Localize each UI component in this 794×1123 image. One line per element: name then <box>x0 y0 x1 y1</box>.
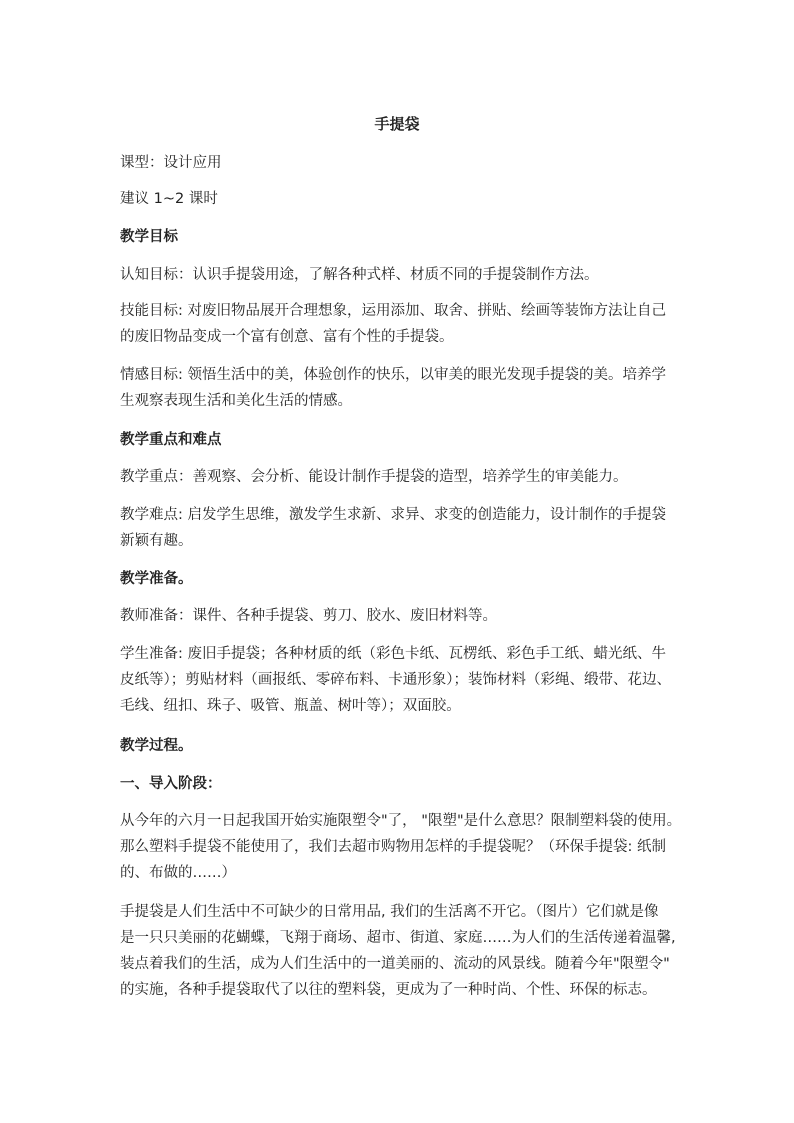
student-prep-line: 学生准备: 废旧手提袋；各种材质的纸（彩色卡纸、瓦楞纸、彩色手工纸、蜡光纸、牛 <box>120 646 666 662</box>
document-title: 手提袋 <box>374 115 420 133</box>
teacher-prep: 教师准备：课件、各种手提袋、剪刀、胶水、废旧材料等。 <box>120 608 497 624</box>
skill-goal-line: 的废旧物品变成一个富有创意、富有个性的手提袋。 <box>120 329 454 345</box>
emotion-goal-line: 生观察表现生活和美化生活的情感。 <box>120 393 352 409</box>
stage1-heading: 一、导入阶段： <box>120 776 222 792</box>
key-point: 教学重点：善观察、会分析、能设计制作手提袋的造型，培养学生的审美能力。 <box>120 469 628 485</box>
intro-paragraph-2 <box>120 899 680 1003</box>
intro-paragraph-1-line: 从今年的六月一日起我国开始实施限塑令"了， "限塑"是什么意思？限制塑料袋的使用。 <box>120 813 682 829</box>
key-points-heading: 教学重点和难点 <box>120 432 222 448</box>
emotion-goal-line: 情感目标: 领悟生活中的美，体验创作的快乐，以审美的眼光发现手提袋的美。培养学 <box>120 367 666 383</box>
intro-paragraph-2-line: 是一只只美丽的花蝴蝶，飞翔于商场、超市、街道、家庭……为人们的生活传递着温馨, <box>120 930 676 946</box>
student-prep-line: 皮纸等）；剪贴材料（画报纸、零碎布料、卡通形象）；装饰材料（彩绳、缎带、花边、 <box>120 672 671 688</box>
hours-line: 建议 1~2 课时 <box>120 191 218 207</box>
emotion-goal <box>120 362 680 414</box>
course-type-line: 课型：设计应用 <box>120 155 222 171</box>
intro-paragraph-2-line: 装点着我们的生活，成为人们生活中的一道美丽的、流动的风景线。随着今年"限塑令" <box>120 956 670 972</box>
skill-goal <box>120 298 680 350</box>
preparation-heading: 教学准备。 <box>120 571 193 587</box>
difficult-point <box>120 502 680 554</box>
intro-paragraph-1 <box>120 808 680 886</box>
intro-paragraph-1-line: 那么塑料手提袋不能使用了，我们去超市购物用怎样的手提袋呢？（环保手提袋: 纸制 <box>120 839 666 855</box>
difficult-point-line: 新颖有趣。 <box>120 533 193 549</box>
difficult-point-line: 教学难点: 启发学生思维，激发学生求新、求异、求变的创造能力，设计制作的手提袋 <box>120 507 666 523</box>
intro-paragraph-2-line: 手提袋是人们生活中不可缺少的日常用品, 我们的生活离不开它。（图片）它们就是像 <box>120 904 659 920</box>
skill-goal-line: 技能目标: 对废旧物品展开合理想象，运用添加、取舍、拼贴、绘画等装饰方法让自己 <box>120 303 666 319</box>
intro-paragraph-2-line: 的实施，各种手提袋取代了以往的塑料袋，更成为了一种时尚、个性、环保的标志。 <box>120 982 657 998</box>
student-prep-line: 毛线、纽扣、珠子、吸管、瓶盖、树叶等）；双面胶。 <box>120 698 461 714</box>
cognitive-goal: 认知目标：认识手提袋用途，了解各种式样、材质不同的手提袋制作方法。 <box>120 267 599 283</box>
goals-heading: 教学目标 <box>120 229 178 245</box>
process-heading: 教学过程。 <box>120 738 193 754</box>
intro-paragraph-1-line: 的、布做的……） <box>120 865 236 881</box>
student-prep <box>120 641 680 719</box>
